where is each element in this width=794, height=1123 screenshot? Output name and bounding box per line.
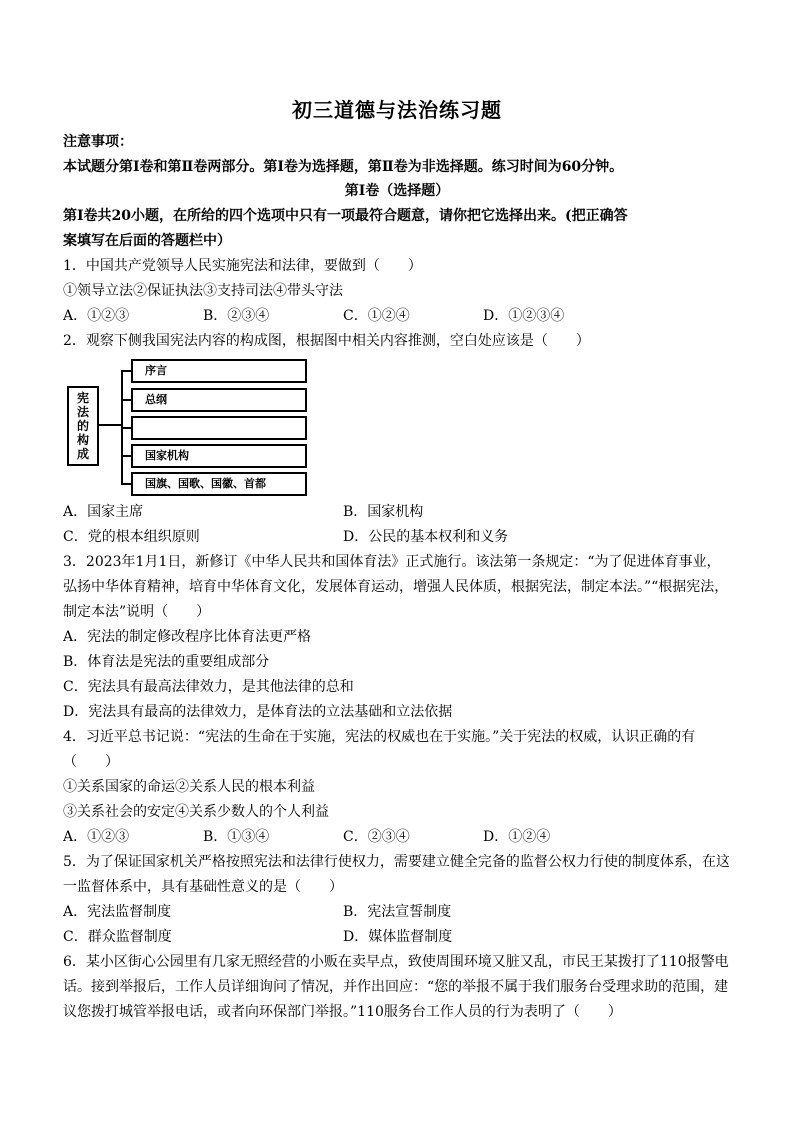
q6-stem-1: 6．某小区街心公园里有几家无照经营的小贩在卖早点，致使周围环境又脏又乱，市民王某拨打了110报警电 [63,954,729,970]
section-title: 第Ⅰ卷（选择题） [344,183,450,199]
q5-stem-1: 5．为了保证国家机关严格按照宪法和法律行使权力，需要建立健全完备的监督公权力行使的制度体系，在这 [63,854,730,870]
diagram-connector [121,399,131,401]
diagram-root-char: 构 [76,433,89,447]
q1-option-c[interactable]: C．①②④ [343,308,410,324]
q3-stem-1: 3．2023年1月1日，新修订《中华人民共和国体育法》正式施行。该法第一条规定：“为了促进体育事业， [63,554,721,570]
diagram-box-national-symbols: 国旗、国歌、国徽、首都 [131,472,307,496]
q1-items: ①领导立法②保证执法③支持司法④带头守法 [63,283,343,299]
q2-option-b[interactable]: B．国家机构 [343,504,424,520]
diagram-box-state-organs: 国家机构 [131,444,307,468]
diagram-connector [121,483,131,485]
q4-items-2: ③关系社会的安定④关系少数人的个人利益 [63,804,329,820]
q6-stem-2: 话。接到举报后，工作人员详细询问了情况，并作出回应：“您的举报不属于我们服务台受理求助的范围，建 [63,979,729,995]
q5-option-a[interactable]: A．宪法监督制度 [63,904,172,920]
diagram-connector [121,427,131,429]
q4-option-b[interactable]: B．①③④ [203,829,270,845]
section-instruction-2: 案填写在后面的答题栏中） [63,233,231,249]
q1-option-d[interactable]: D．①②③④ [483,308,565,324]
q3-option-d[interactable]: D．宪法具有最高的法律效力，是体育法的立法基础和立法依据 [63,704,453,720]
diagram-root-char: 的 [76,419,89,433]
q4-stem-2: （ ） [63,754,119,770]
diagram-root-char: 成 [76,447,89,461]
diagram-root-char: 宪 [76,391,89,405]
q4-items-1: ①关系国家的命运②关系人民的根本利益 [63,779,315,795]
diagram-connector [121,455,131,457]
diagram-connector [99,424,121,426]
q3-option-a[interactable]: A．宪法的制定修改程序比体育法更严格 [63,629,312,645]
q1-option-b[interactable]: B．②③④ [203,308,270,324]
q5-option-d[interactable]: D．媒体监督制度 [343,929,453,945]
q2-option-c[interactable]: C．党的根本组织原则 [63,529,200,545]
q2-stem: 2．观察下侧我国宪法内容的构成图，根据图中相关内容推测，空白处应该是（ ） [63,333,590,349]
diagram-root-char: 法 [76,405,89,419]
diagram-box-blank [131,416,307,440]
constitution-structure-diagram [63,355,303,495]
diagram-box-preamble: 序言 [131,359,307,383]
notice-heading: 注意事项： [63,134,133,150]
q2-option-d[interactable]: D．公民的基本权利和义务 [343,529,509,545]
section-instruction-1: 第Ⅰ卷共20小题，在所给的四个选项中只有一项最符合题意，请你把它选择出来。(把正确答 [63,208,628,224]
q4-option-d[interactable]: D．①②④ [483,829,551,845]
q3-stem-2: 弘扬中华体育精神，培育中华体育文化，发展体育运动，增强人民体质，根据宪法，制定本法。”“根据宪法， [63,579,729,595]
q1-stem: 1．中国共产党领导人民实施宪法和法律，要做到（ ） [63,258,422,274]
q2-option-a[interactable]: A．国家主席 [63,504,144,520]
q4-stem-1: 4．习近平总书记说：“宪法的生命在于实施，宪法的权威也在于实施。”关于宪法的权威，认识正确的有 [63,729,696,745]
q3-option-c[interactable]: C．宪法具有最高法律效力，是其他法律的总和 [63,679,354,695]
notice-text: 本试题分第Ⅰ卷和第Ⅱ卷两部分。第Ⅰ卷为选择题，第Ⅱ卷为非选择题。练习时间为60分钟。 [63,159,624,175]
diagram-connector [121,370,131,372]
q5-option-b[interactable]: B．宪法宣誓制度 [343,904,452,920]
q4-option-a[interactable]: A．①②③ [63,829,130,845]
page-title: 初三道德与法治练习题 [292,98,502,122]
q1-option-a[interactable]: A．①②③ [63,308,130,324]
q6-stem-3: 议您拨打城管举报电话，或者向环保部门举报。”110服务台工作人员的行为表明了（ ） [63,1004,622,1020]
diagram-root [67,386,99,466]
q4-option-c[interactable]: C．②③④ [343,829,410,845]
q3-option-b[interactable]: B．体育法是宪法的重要组成部分 [63,654,270,670]
q5-stem-2: 一监督体系中，具有基础性意义的是（ ） [63,879,343,895]
q5-option-c[interactable]: C．群众监督制度 [63,929,172,945]
q3-stem-3: 制定本法”说明（ ） [63,604,211,620]
diagram-box-general-principles: 总纲 [131,388,307,412]
